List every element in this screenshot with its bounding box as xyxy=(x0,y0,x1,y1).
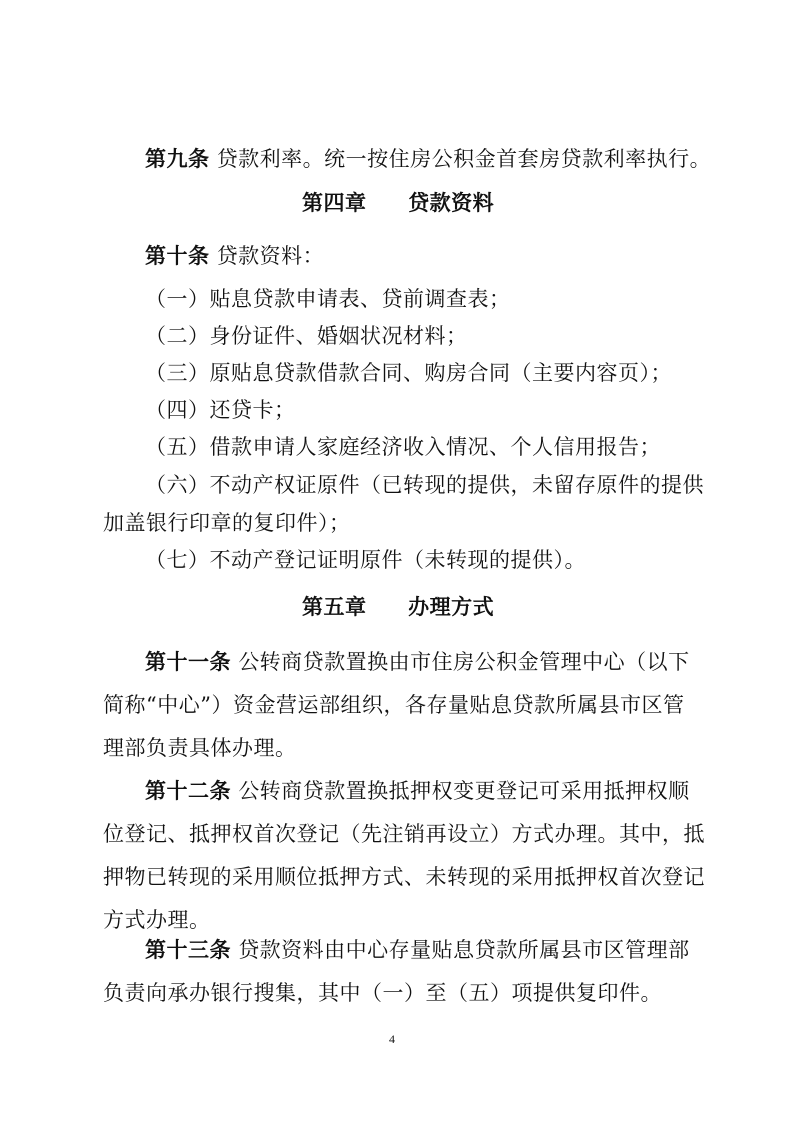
article-10-item: （三）原贴息贷款借款合同、购房合同（主要内容页）； xyxy=(145,361,672,385)
article-13-line xyxy=(145,936,690,964)
article-12-line: 押物已转现的采用顺位抵押方式、未转现的采用抵押权首次登记 xyxy=(103,865,705,889)
article-11-line xyxy=(145,648,690,676)
article-10 xyxy=(145,242,324,270)
article-10-item: （一）贴息贷款申请表、贷前调查表； xyxy=(145,287,511,311)
article-12-line: 方式办理。 xyxy=(103,908,211,932)
article-10-text: 贷款资料： xyxy=(216,244,325,268)
chapter-5-title: 办理方式 xyxy=(408,595,495,619)
article-12-line xyxy=(145,777,690,805)
article-12-text: 公转商贷款置换抵押权变更登记可采用抵押权顺 xyxy=(238,779,690,803)
chapter-4-number: 第四章 xyxy=(302,191,367,215)
article-11-label: 第十一条 xyxy=(145,650,231,674)
article-11-text: 公转商贷款置换由市住房公积金管理中心（以下 xyxy=(238,650,690,674)
article-9 xyxy=(145,145,711,173)
chapter-4-heading xyxy=(302,189,494,217)
page-number: 4 xyxy=(389,1032,395,1046)
article-13-text: 贷款资料由中心存量贴息贷款所属县市区管理部 xyxy=(238,938,690,962)
article-11-line: 简称“中心”）资金营运部组织，各存量贴息贷款所属县市区管 xyxy=(103,693,685,717)
article-12-line: 位登记、抵押权首次登记（先注销再设立）方式办理。其中，抵 xyxy=(103,822,705,846)
article-9-text: 贷款利率。统一按住房公积金首套房贷款利率执行。 xyxy=(216,147,712,171)
article-13-label: 第十三条 xyxy=(145,938,231,962)
article-11-line: 理部负责具体办理。 xyxy=(103,736,297,760)
article-10-item: （五）借款申请人家庭经济收入情况、个人信用报告； xyxy=(145,435,661,459)
article-10-item-continued: 加盖银行印章的复印件）； xyxy=(103,511,351,535)
chapter-5-heading xyxy=(302,593,494,621)
article-10-item: （七）不动产登记证明原件（未转现的提供）。 xyxy=(145,548,586,572)
chapter-5-number: 第五章 xyxy=(302,595,367,619)
article-13-line: 负责向承办银行搜集，其中（一）至（五）项提供复印件。 xyxy=(103,981,662,1005)
article-10-label: 第十条 xyxy=(145,244,210,268)
article-12-label: 第十二条 xyxy=(145,779,231,803)
article-10-item: （四）还贷卡； xyxy=(145,398,296,422)
article-10-item: （六）不动产权证原件（已转现的提供，未留存原件的提供 xyxy=(145,473,704,497)
article-10-item: （二）身份证件、婚姻状况材料； xyxy=(145,324,468,348)
article-9-label: 第九条 xyxy=(145,147,210,171)
chapter-4-title: 贷款资料 xyxy=(408,191,495,215)
